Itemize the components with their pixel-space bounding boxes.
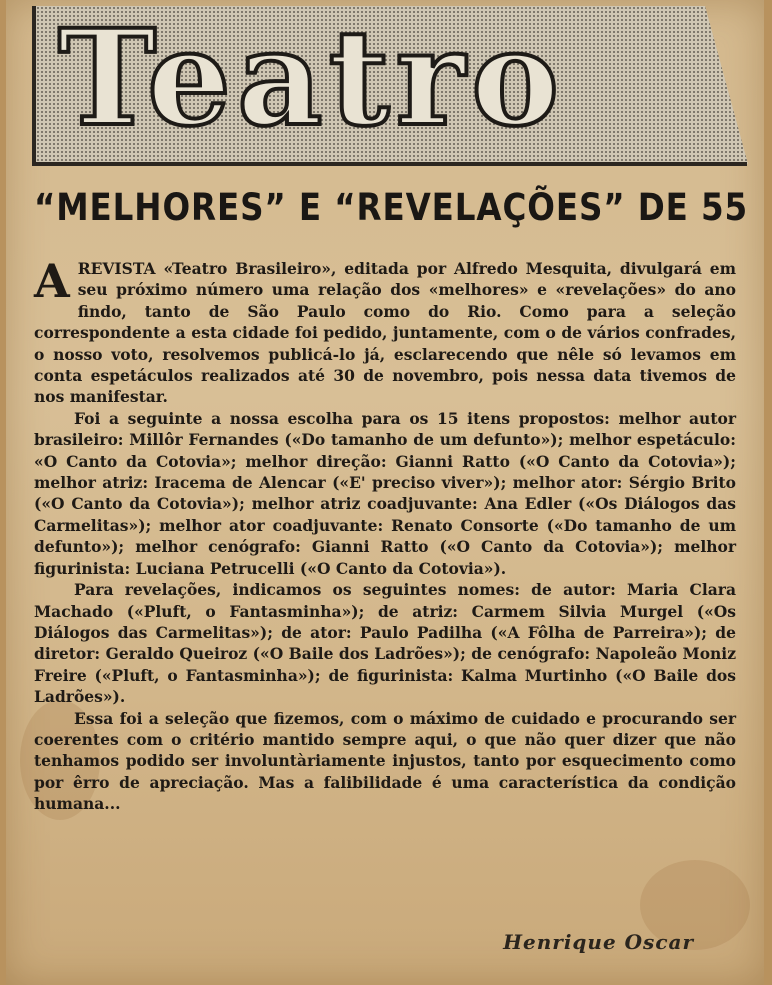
masthead-title: Teatro — [58, 1, 566, 156]
author-signature: Henrique Oscar — [503, 930, 694, 954]
article-paragraph-3: Para revelações, indicamos os seguintes nomes: de autor: Maria Clara Machado («Pluft, o Fantasminha»); de atriz: Carmem Silvia Murgel («Os Diálogos das Carmelitas»); de ator: Paulo Padilha («A Fôlha de Parreira»); de diretor: Geraldo Queiroz («O Baile dos Ladrões»); de cenógrafo: Napoleão Moniz Freire («Pluft, o Fantasminha»); de figurinista: Kalma Murtinho («O Baile dos Ladrões»). — [34, 580, 736, 707]
article-headline: “MELHORES” E “REVELAÇÕES” DE 55 — [34, 186, 749, 229]
article-paragraph-4: Essa foi a seleção que fizemos, com o máximo de cuidado e procurando ser coerentes com o critério mantido sempre aqui, o que não quer dizer que não tenhamos podido ser involuntàriamente injustos, tanto por esquecimento como por êrro de apreciação. Mas a falibilidade é uma característica da condição humana... — [34, 708, 736, 814]
article-body — [34, 254, 736, 815]
article-paragraph-1 — [34, 254, 736, 408]
drop-cap: A — [34, 254, 70, 308]
article-paragraph-2: Foi a seguinte a nossa escolha para os 15 itens propostos: melhor autor brasileiro: Millôr Fernandes («Do tamanho de um defunto»); melhor espetáculo: «O Canto da Cotovia»; melhor direção: Gianni Ratto («O Canto da Cotovia»); melhor atriz: Iracema de Alencar («E' preciso viver»); melhor ator: Sérgio Brito («O Canto da Cotovia»); melhor atriz coadjuvante: Ana Edler («Os Diálogos das Carmelitas»); melhor ator coadjuvante: Renato Consorte («Do tamanho de um defunto»); melhor cenógrafo: Gianni Ratto («O Canto da Cotovia»); melhor figurinista: Luciana Petrucelli («O Canto da Cotovia»). — [34, 408, 736, 578]
paragraph-text: REVISTA «Teatro Brasileiro», editada por Alfredo Mesquita, divulgará em seu próximo número uma relação dos «melhores» e «revelações» do ano findo, tanto de São Paulo como do Rio. Como para a seleção correspondente a esta cidade foi pedido, juntamente, com o de vários confrades, o nosso voto, resolvemos publicá-lo já, esclarecendo que nêle só levamos em conta espetáculos realizados até 30 de novembro, pois nessa data tivemos de nos manifestar. — [34, 259, 736, 407]
masthead-rule — [32, 162, 747, 166]
